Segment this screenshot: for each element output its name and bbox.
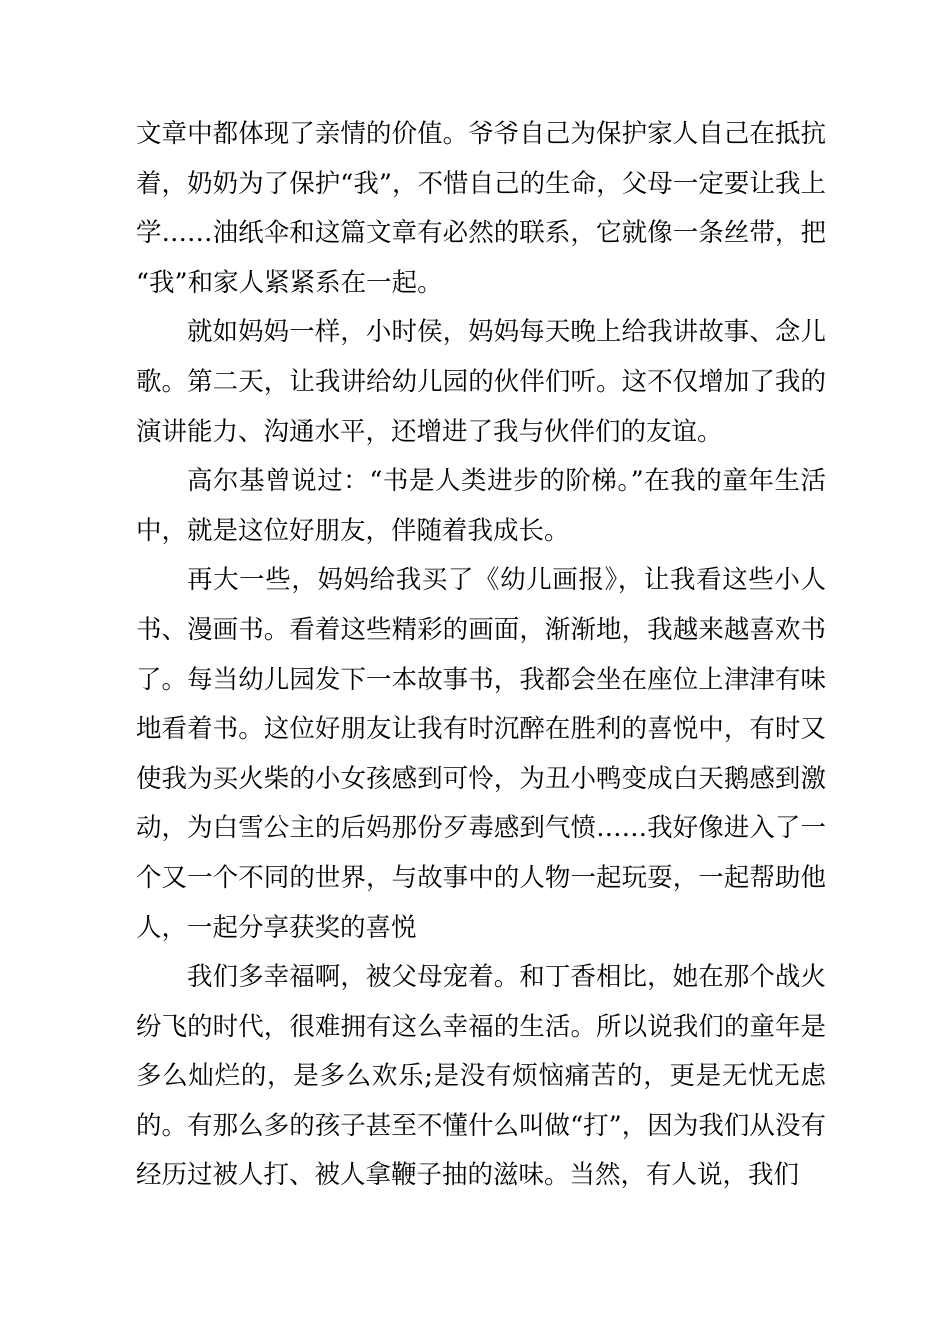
document-page [136,110,826,1201]
paragraph-reading-books: 再大一些，妈妈给我买了《幼儿画报》，让我看这些小人书、漫画书。看着这些精彩的画面，渐渐地，我越来越喜欢书了。每当幼儿园发下一本故事书，我都会坐在座位上津津有味地看着书。这位好朋友让我有时沉醉在胜利的喜悦中，有时又使我为买火柴的小女孩感到可怜，为丑小鸭变成白天鹅感到激动，为白雪公主的后妈那份歹毒感到气愤……我好像进入了一个又一个不同的世界，与故事中的人物一起玩耍，一起帮助他人，一起分享获奖的喜悦 [136,565,826,943]
paragraph-continuation: 文章中都体现了亲情的价值。爷爷自己为保护家人自己在抵抗着，奶奶为了保护“我”，不惜自己的生命，父母一定要让我上学……油纸伞和这篇文章有必然的联系，它就像一条丝带，把“我”和家人紧紧系在一起。 [136,119,826,298]
paragraph-gorky-quote: 高尔基曾说过：“书是人类进步的阶梯。”在我的童年生活中，就是这位好朋友，伴随着我成长。 [136,466,826,546]
paragraph-storytelling: 就如妈妈一样，小时侯，妈妈每天晚上给我讲故事、念儿歌。第二天，让我讲给幼儿园的伙伴们听。这不仅增加了我的演讲能力、沟通水平，还增进了我与伙伴们的友谊。 [136,317,826,447]
paragraph-happy-childhood: 我们多幸福啊，被父母宠着。和丁香相比，她在那个战火纷飞的时代，很难拥有这么幸福的生活。所以说我们的童年是多么灿烂的，是多么欢乐;是没有烦恼痛苦的，更是无忧无虑的。有那么多的孩子甚至不懂什么叫做“打”，因为我们从没有经历过被人打、被人拿鞭子抽的滋味。当然，有人说，我们 [136,962,826,1191]
